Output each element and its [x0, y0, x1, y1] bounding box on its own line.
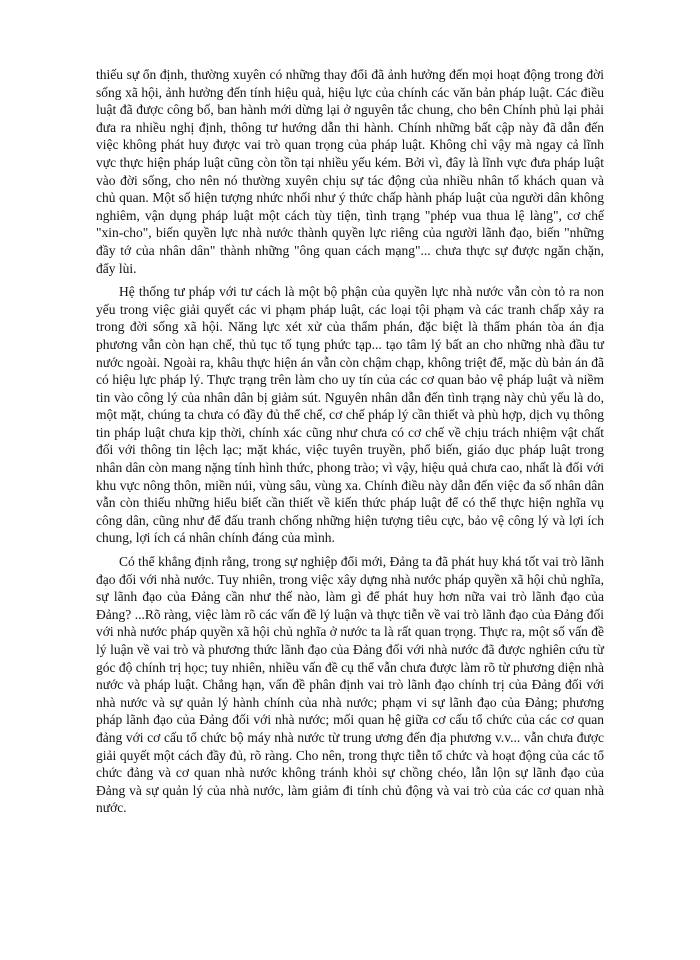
- paragraph-2: Hệ thống tư pháp với tư cách là một bộ phận của quyền lực nhà nước vẫn còn tỏ ra non yếu trong việc giải quyết các vi phạm pháp luật, các loại tội phạm và các tranh chấp xảy ra trong đời sống xã hội. Năng lực xét xử của thẩm phán, đặc biệt là thẩm phán tòa án địa phương vẫn còn hạn chế, thủ tục tố tụng phức tạp... tạo tâm lý bất an cho những nhà đầu tư nước ngoài. Ngoài ra, khâu thực hiện án vẫn còn chậm chạp, không triệt để, mặc dù bản án đã có hiệu lực pháp lý. Thực trạng trên làm cho uy tín của các cơ quan bảo vệ pháp luật và niềm tin vào công lý của nhân dân bị giảm sút. Nguyên nhân dẫn đến tình trạng này chủ yếu là do, một mặt, chúng ta chưa có đầy đủ thể chế, cơ chế pháp lý cần thiết và phù hợp, dịch vụ thông tin pháp luật chưa kịp thời, chính xác cũng như chưa có cơ chế về chịu trách nhiệm vật chất đối với thông tin lệch lạc; mặt khác, việc tuyên truyền, phổ biến, giáo dục pháp luật trong nhân dân còn mang nặng tính hình thức, phong trào; vì vậy, hiệu quả chưa cao, nhất là đối với khu vực nông thôn, miền núi, vùng sâu, vùng xa. Chính điều này dẫn đến việc đa số nhân dân vẫn còn thiếu những hiểu biết cần thiết về kiến thức pháp luật để có thể thực hiện nghĩa vụ công dân, cũng như để đấu tranh chống những hiện tượng tiêu cực, bảo vệ công lý và lợi ích chung, lợi ích cá nhân chính đáng của mình.: [96, 284, 604, 546]
- document-page: [96, 66, 604, 823]
- paragraph-1: thiếu sự ổn định, thường xuyên có những thay đổi đã ảnh hưởng đến mọi hoạt động trong đời sống xã hội, ảnh hưởng đến tính hiệu quả, hiệu lực của chính các văn bản pháp luật. Các điều luật đã được công bố, ban hành mới dừng lại ở nguyên tắc chung, cho bên Chính phủ lại phải đưa ra nhiều nghị định, thông tư hướng dẫn thi hành. Chính những bất cập này đã dẫn đến việc không phát huy được vai trò quan trọng của pháp luật. Không chỉ vậy mà ngay cả lĩnh vực thực hiện pháp luật cũng còn tồn tại nhiều yếu kém. Bởi vì, đây là lĩnh vực đưa pháp luật vào đời sống, cho nên nó thường xuyên chịu sự tác động của nhiều nhân tố khách quan và chủ quan. Một số hiện tượng nhức nhối như ý thức chấp hành pháp luật của người dân không nghiêm, vận dụng pháp luật một cách tùy tiện, tình trạng "phép vua thua lệ làng", cơ chế "xin-cho", biến quyền lực nhà nước thành quyền lực riêng của người lãnh đạo, biến "những đầy tớ của nhân dân" thành những "ông quan cách mạng"... chưa thực sự được ngăn chặn, đẩy lùi.: [96, 67, 604, 276]
- paragraph-3: Có thể khẳng định rằng, trong sự nghiệp đổi mới, Đảng ta đã phát huy khá tốt vai trò lãnh đạo đối với nhà nước. Tuy nhiên, trong việc xây dựng nhà nước pháp quyền xã hội chủ nghĩa, sự lãnh đạo của Đảng cần như thế nào, làm gì để phát huy hơn nữa vai trò lãnh đạo của Đảng? ...Rõ ràng, việc làm rõ các vấn đề lý luận và thực tiễn về vai trò lãnh đạo của Đảng đối với nhà nước pháp quyền xã hội chủ nghĩa ở nước ta là rất quan trọng. Thực ra, một số vấn đề lý luận về vai trò và phương thức lãnh đạo của Đảng đối với nhà nước đã được nghiên cứu từ góc độ chính trị học; tuy nhiên, nhiều vấn đề cụ thể vẫn chưa được làm rõ từ phương diện nhà nước và pháp luật. Chẳng hạn, vấn đề phân định vai trò lãnh đạo chính trị của Đảng đối với nhà nước và sự quản lý hành chính của nhà nước; phạm vi sự lãnh đạo của Đảng; phương pháp lãnh đạo của Đảng đối với nhà nước; mối quan hệ giữa cơ cấu tổ chức của các cơ quan đảng với cơ cấu tổ chức bộ máy nhà nước từ trung ương đến địa phương v.v... vẫn chưa được giải quyết một cách đầy đủ, rõ ràng. Cho nên, trong thực tiễn tổ chức và hoạt động của các tổ chức đảng và cơ quan nhà nước không tránh khỏi sự chồng chéo, lẫn lộn sự lãnh đạo của Đảng và sự quản lý của nhà nước, làm giảm đi tính chủ động và vai trò của các cơ quan nhà nước.: [96, 554, 604, 816]
